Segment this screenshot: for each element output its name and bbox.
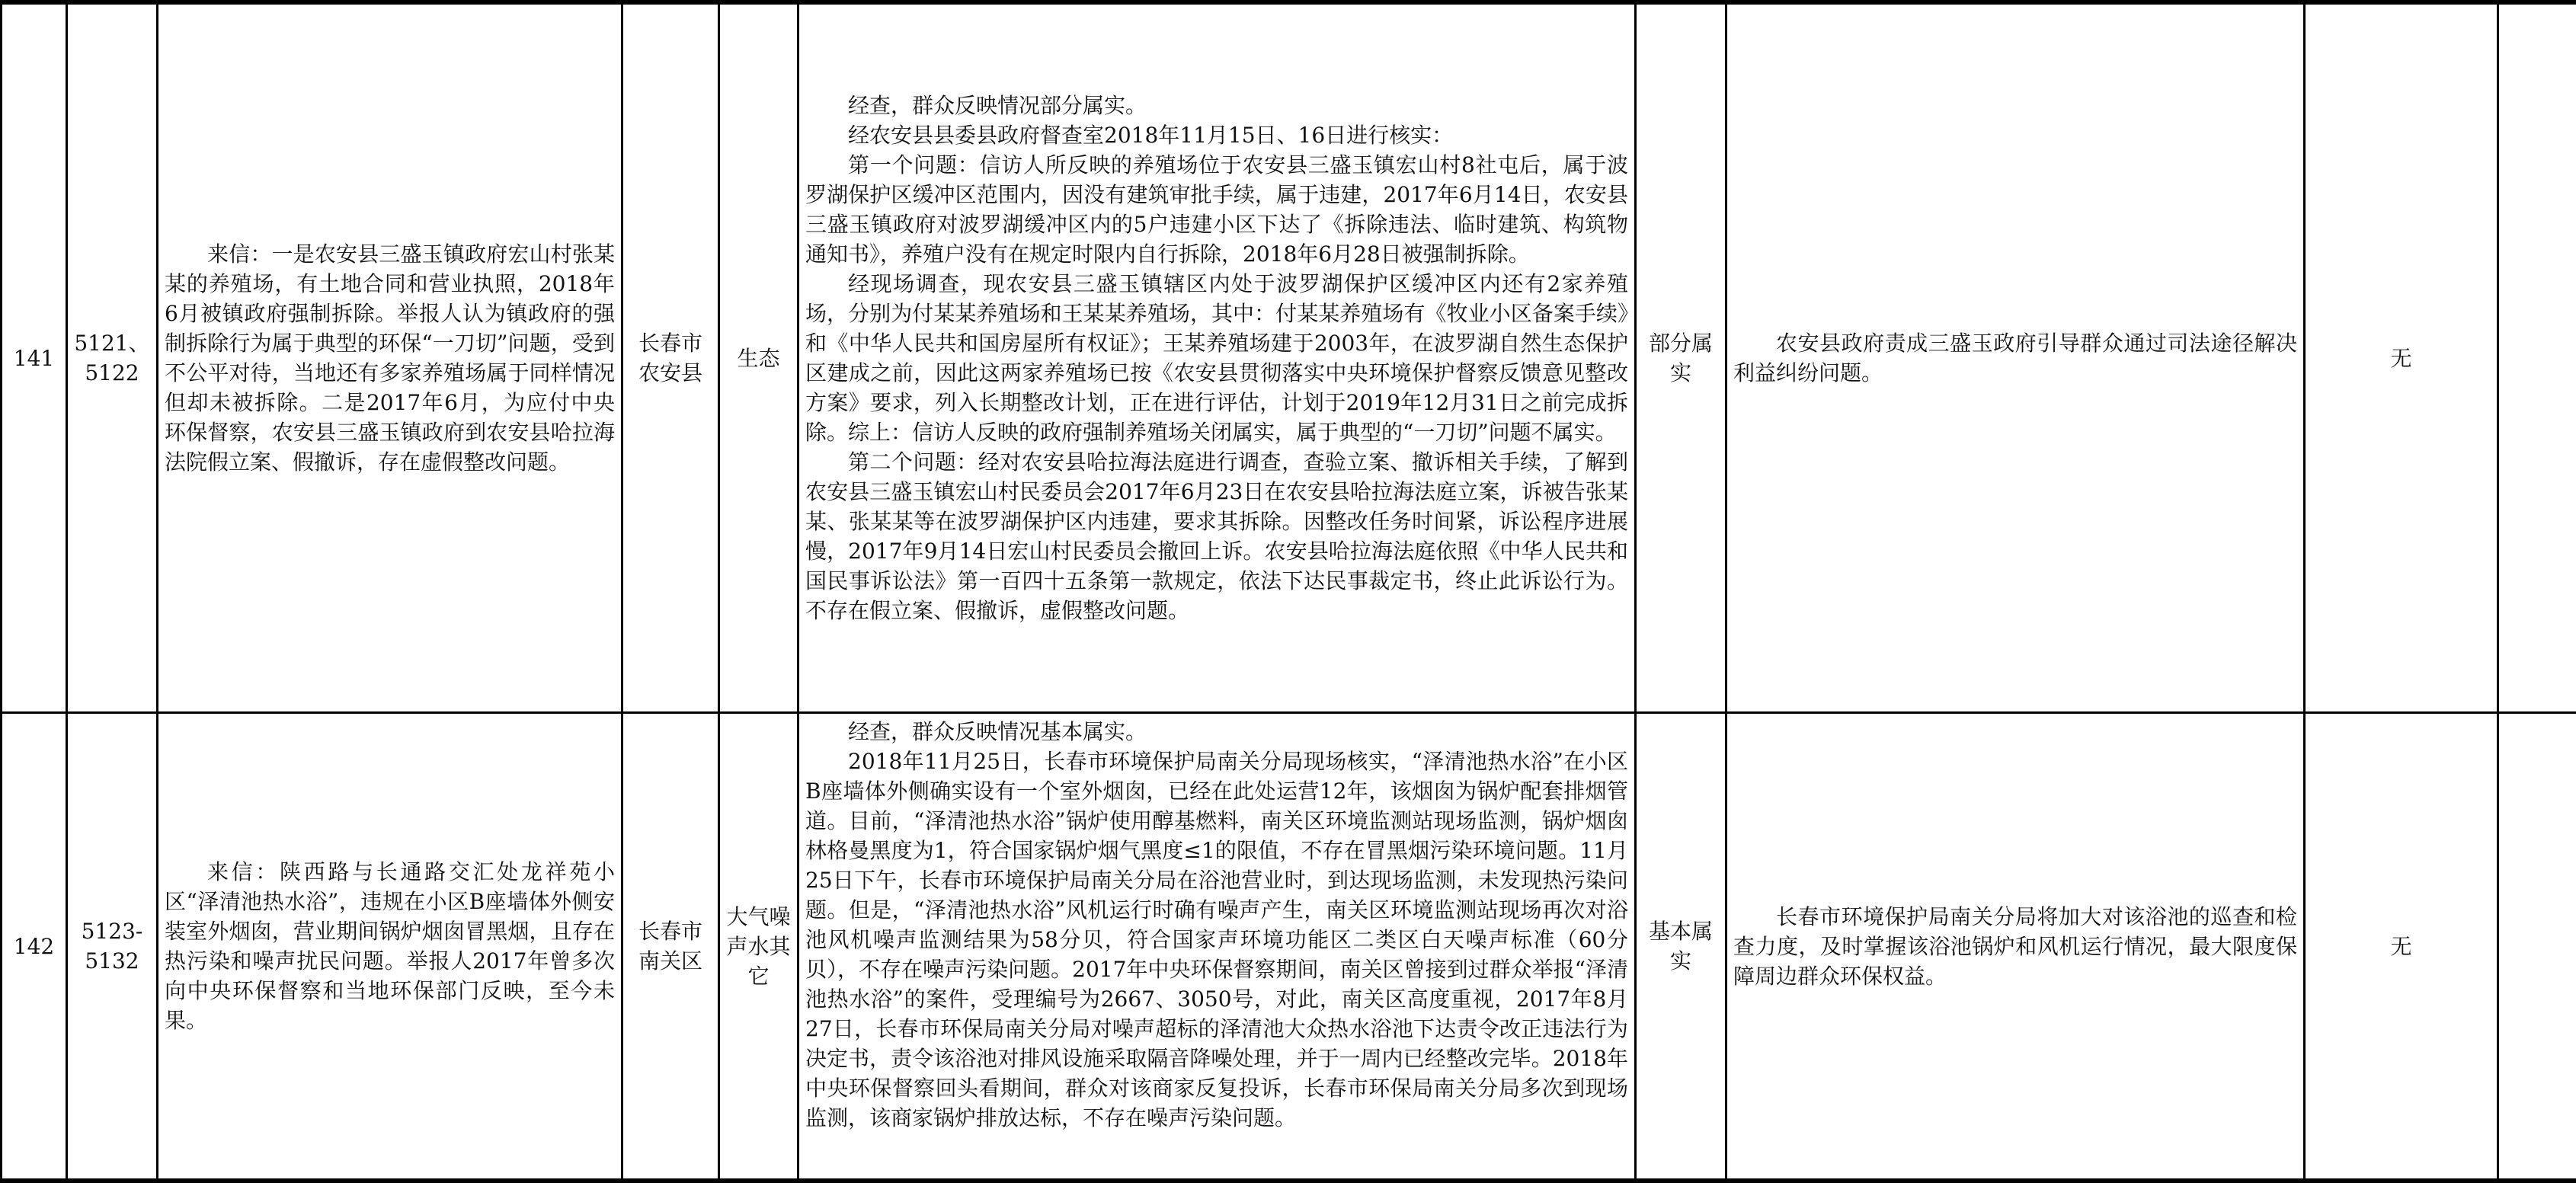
table-row [2,2,2576,713]
measures-cell [1726,2,2305,713]
case-number: 5121、5122 [67,2,158,713]
accountability-cell: 无 [2305,2,2498,713]
findings-paragraph: 经农安县县委县政府督查室2018年11月15日、16日进行核实： [805,120,1628,150]
verdict-cell: 部分属实 [1636,2,1726,713]
findings-paragraph: 经现场调查，现农安县三盛玉镇辖区内处于波罗湖保护区缓冲区内还有2家养殖场，分别为付某某养殖场和王某某养殖场，其中：付某某养殖场有《牧业小区备案手续》和《中华人民共和国房屋所有权证》；王某养殖场建于2003年，在波罗湖自然生态保护区建成之前，因此这两家养殖场已按《农安县贯彻落实中央环境保护督察反馈意见整改方案》要求，列入长期整改计划，正在进行评估，计划于2019年12月31日之前完成拆除。综上：信访人反映的政府强制养殖场关闭属实，属于典型的“一刀切”问题不属实。 [805,269,1628,447]
measures-text: 农安县政府责成三盛玉政府引导群众通过司法途径解决利益纠纷问题。 [1733,328,2297,388]
row-index: 142 [2,713,67,1181]
findings-cell [798,2,1636,713]
complaint-cell [158,713,622,1181]
measures-cell [1726,713,2305,1181]
region-cell: 长春市农安县 [622,2,719,713]
extra-cell [2498,713,2576,1181]
type-cell: 大气噪声水其它 [719,713,798,1181]
complaint-text: 来信：一是农安县三盛玉镇政府宏山村张某某的养殖场，有土地合同和营业执照，2018年6月被镇政府强制拆除。举报人认为镇政府的强制拆除行为属于典型的环保“一刀切”问题，受到不公平对待，当地还有多家养殖场属于同样情况但却未被拆除。二是2017年6月，为应付中央环保督察，农安县三盛玉镇政府到农安县哈拉海法院假立案、假撤诉，存在虚假整改问题。 [165,239,615,477]
findings-paragraph: 第一个问题：信访人所反映的养殖场位于农安县三盛玉镇宏山村8社屯后，属于波罗湖保护区缓冲区范围内，因没有建筑审批手续，属于违建，2017年6月14日，农安县三盛玉镇政府对波罗湖缓冲区内的5户违建小区下达了《拆除违法、临时建筑、构筑物通知书》，养殖户没有在规定时限内自行拆除，2018年6月28日被强制拆除。 [805,150,1628,269]
findings-paragraph: 经查，群众反映情况部分属实。 [805,91,1628,120]
findings-paragraph: 2018年11月25日，长春市环境保护局南关分局现场核实，“泽清池热水浴”在小区B座墙体外侧确实设有一个室外烟囱，已经在此处运营12年，该烟囱为锅炉配套排烟管道。目前，“泽清池热水浴”锅炉使用醇基燃料，南关区环境监测站现场监测，锅炉烟囱林格曼黑度为1，符合国家锅炉烟气黑度≤1的限值，不存在冒黑烟污染环境问题。11月25日下午，长春市环境保护局南关分局在浴池营业时，到达现场监测，未发现热污染问题。但是，“泽清池热水浴”风机运行时确有噪声产生，南关区环境监测站现场再次对浴池风机噪声监测结果为58分贝，符合国家声环境功能区二类区白天噪声标准（60分贝），不存在噪声污染问题。2017年中央环保督察期间，南关区曾接到过群众举报“泽清池热水浴”的案件，受理编号为2667、3050号，对此，南关区高度重视，2017年8月27日，长春市环保局南关分局对噪声超标的泽清池大众热水浴池下达责令改正违法行为决定书，责令该浴池对排风设施采取隔音降噪处理，并于一周内已经整改完毕。2018年中央环保督察回头看期间，群众对该商家反复投诉，长春市环保局南关分局多次到现场监测，该商家锅炉排放达标，不存在噪声污染问题。 [805,747,1628,1133]
case-number: 5123-5132 [67,713,158,1181]
type-cell: 生态 [719,2,798,713]
findings-paragraph: 经查，群众反映情况基本属实。 [805,717,1628,747]
complaint-text: 来信：陕西路与长通路交汇处龙祥苑小区“泽清池热水浴”，违规在小区B座墙体外侧安装室外烟囱，营业期间锅炉烟囱冒黑烟，且存在热污染和噪声扰民问题。举报人2017年曾多次向中央环保督察和当地环保部门反映，至今未果。 [165,857,615,1035]
findings-paragraph: 第二个问题：经对农安县哈拉海法庭进行调查，查验立案、撤诉相关手续，了解到农安县三盛玉镇宏山村民委员会2017年6月23日在农安县哈拉海法庭立案，诉被告张某某、张某某等在波罗湖保护区内违建，要求其拆除。因整改任务时间紧，诉讼程序进展慢，2017年9月14日宏山村民委员会撤回上诉。农安县哈拉海法庭依照《中华人民共和国民事诉讼法》第一百四十五条第一款规定，依法下达民事裁定书，终止此诉讼行为。不存在假立案、假撤诉，虚假整改问题。 [805,447,1628,625]
complaint-cell [158,2,622,713]
extra-cell [2498,2,2576,713]
row-index: 141 [2,2,67,713]
measures-text: 长春市环境保护局南关分局将加大对该浴池的巡查和检查力度，及时掌握该浴池锅炉和风机运行情况，最大限度保障周边群众环保权益。 [1733,902,2297,991]
accountability-cell: 无 [2305,713,2498,1181]
region-cell: 长春市南关区 [622,713,719,1181]
findings-cell [798,713,1636,1181]
verdict-cell: 基本属实 [1636,713,1726,1181]
table-row [2,713,2576,1181]
